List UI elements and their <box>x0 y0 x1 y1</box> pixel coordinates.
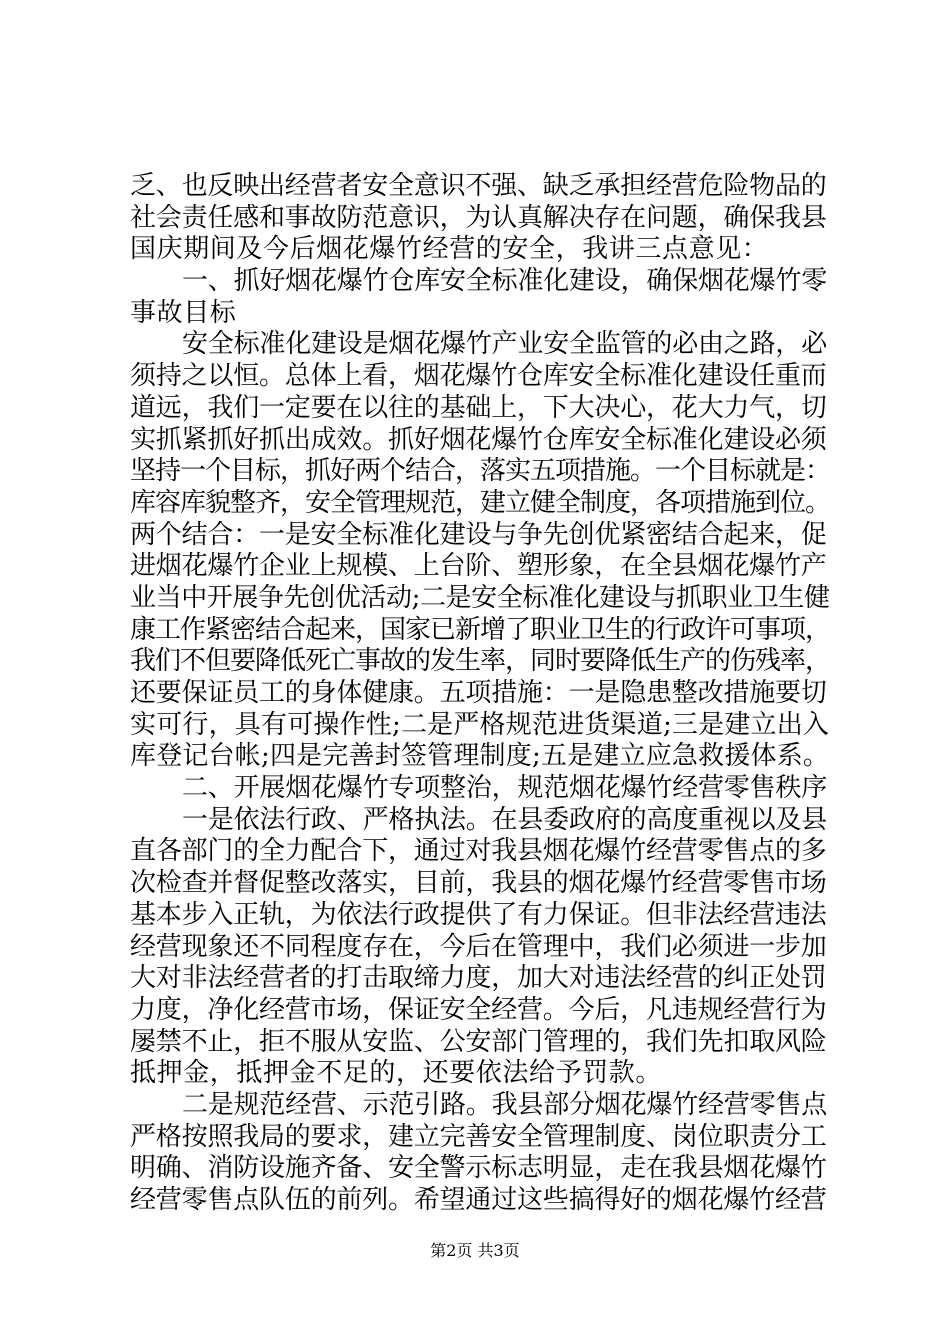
text-line: 须持之以恒。总体上看，烟花爆竹仓库安全标准化建设任重而 <box>130 361 827 392</box>
text-line: 经营零售点队伍的前列。希望通过这些搞得好的烟花爆竹经营 <box>130 1185 827 1215</box>
text-line: 还要保证员工的身体健康。五项措施：一是隐患整改措施要切 <box>130 678 827 708</box>
text-line: 大对非法经营者的打击取缔力度，加大对违法经营的纠正处罚 <box>130 963 827 994</box>
text-line: 库登记台帐;四是完善封签管理制度;五是建立应急救援体系。 <box>130 741 830 772</box>
text-line: 二是规范经营、示范引路。我县部分烟花爆竹经营零售点 <box>182 1089 828 1120</box>
text-line: 基本步入正轨，为依法行政提供了有力保证。但非法经营违法 <box>130 899 827 930</box>
text-line: 乏、也反映出经营者安全意识不强、缺乏承担经营危险物品的 <box>130 171 827 201</box>
text-line: 严格按照我局的要求，建立完善安全管理制度、岗位职责分工 <box>130 1121 827 1152</box>
text-line: 实可行，具有可操作性;二是严格规范进货渠道;三是建立出入 <box>130 709 830 740</box>
text-line: 次检查并督促整改落实，目前，我县的烟花爆竹经营零售市场 <box>130 868 827 899</box>
text-line: 坚持一个目标，抓好两个结合，落实五项措施。一个目标就是： <box>130 456 831 487</box>
text-line: 一、抓好烟花爆竹仓库安全标准化建设，确保烟花爆竹零 <box>182 266 828 297</box>
text-line: 业当中开展争先创优活动;二是安全标准化建设与抓职业卫生健 <box>130 582 830 613</box>
text-line: 我们不但要降低死亡事故的发生率，同时要降低生产的伤残率， <box>130 646 831 677</box>
document-body <box>130 171 830 1217</box>
text-line: 康工作紧密结合起来，国家已新增了职业卫生的行政许可事项， <box>130 614 831 645</box>
text-line: 明确、消防设施齐备、安全警示标志明显，走在我县烟花爆竹 <box>130 1153 827 1184</box>
text-line: 力度，净化经营市场，保证安全经营。今后，凡违规经营行为 <box>130 994 827 1025</box>
text-line: 直各部门的全力配合下，通过对我县烟花爆竹经营零售点的多 <box>130 836 827 867</box>
text-line: 社会责任感和事故防范意识，为认真解决存在问题，确保我县 <box>130 202 827 233</box>
text-line: 国庆期间及今后烟花爆竹经营的安全，我讲三点意见： <box>130 234 769 265</box>
text-line: 屡禁不止，拒不服从安监、公安部门管理的，我们先扣取风险 <box>130 1026 827 1057</box>
text-line: 经营现象还不同程度存在，今后在管理中，我们必须进一步加 <box>130 931 827 962</box>
text-line: 一是依法行政、严格执法。在县委政府的高度重视以及县 <box>182 804 828 835</box>
page-footer: 第2页 共3页 <box>430 1241 520 1260</box>
text-line: 安全标准化建设是烟花爆竹产业安全监管的必由之路，必 <box>182 329 828 360</box>
text-line: 进烟花爆竹企业上规模、上台阶、塑形象，在全县烟花爆竹产 <box>130 551 827 582</box>
text-line: 二、开展烟花爆竹专项整治，规范烟花爆竹经营零售秩序 <box>182 773 828 804</box>
text-line: 两个结合：一是安全标准化建设与争先创优紧密结合起来，促 <box>130 519 827 550</box>
text-line: 库容库貌整齐，安全管理规范，建立健全制度，各项措施到位。 <box>130 487 831 518</box>
text-line: 抵押金，抵押金不足的，还要依法给予罚款。 <box>130 1058 663 1089</box>
text-line: 道远，我们一定要在以往的基础上，下大决心，花大力气，切 <box>130 392 827 423</box>
text-line: 事故目标 <box>130 297 237 328</box>
text-line: 实抓紧抓好抓出成效。抓好烟花爆竹仓库安全标准化建设必须 <box>130 424 827 455</box>
